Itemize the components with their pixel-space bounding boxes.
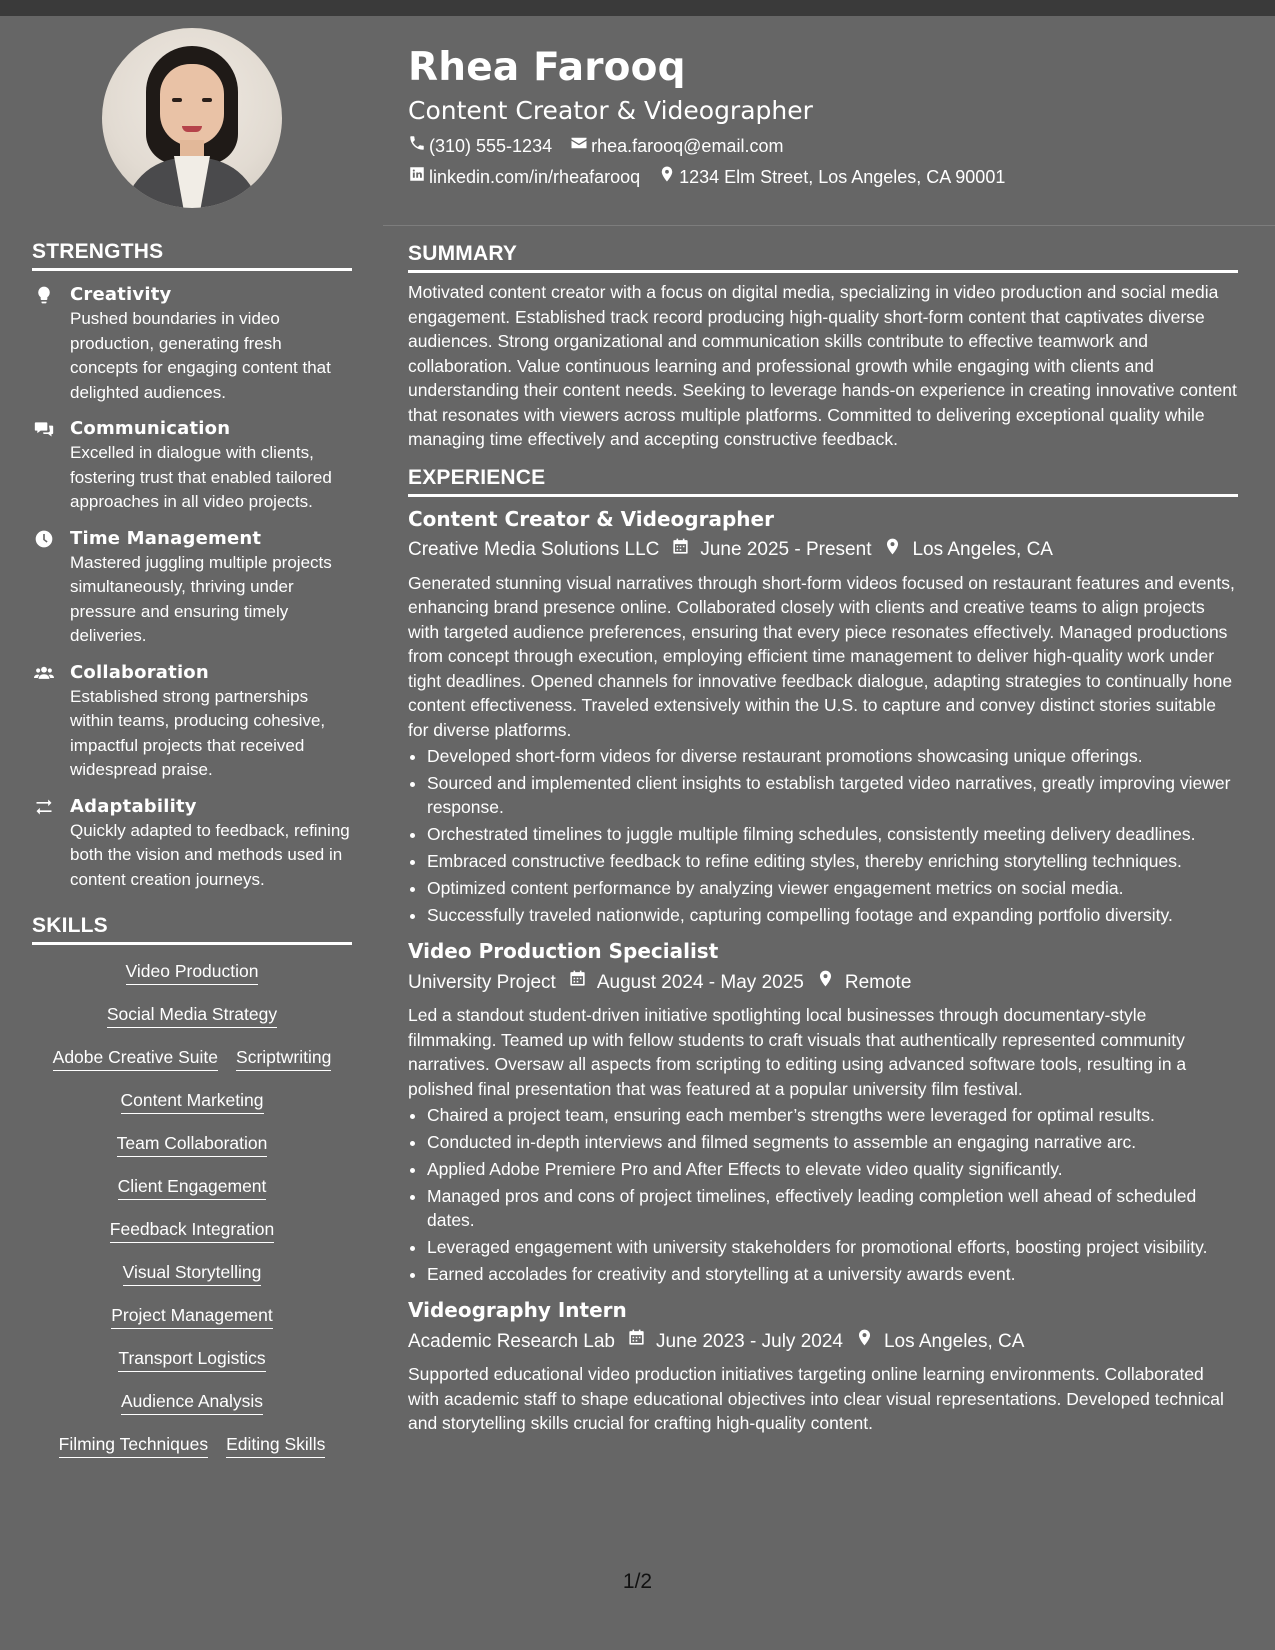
strength-name: Collaboration: [70, 661, 209, 683]
page-indicator: 1/2: [622, 1570, 653, 1593]
job-company: University Project: [408, 971, 556, 993]
bullet-item: • Sourced and implemented client insights to establish targeted video narratives, greatly improving viewer response.: [427, 771, 1238, 819]
bullet-item: • Developed short-form videos for diverse restaurant promotions showcasing unique offerings.: [427, 744, 1238, 768]
map-pin-icon: [855, 1328, 884, 1355]
bullet-item: • Optimized content performance by analyzing viewer engagement metrics on social media.: [427, 876, 1238, 900]
skill-tag: Client Engagement: [118, 1174, 267, 1200]
job-meta: [408, 969, 1238, 996]
chat-bubbles-icon: [34, 426, 54, 443]
job-company: Creative Media Solutions LLC: [408, 539, 660, 560]
skill-tag: Scriptwriting: [236, 1045, 331, 1071]
envelope-icon: [570, 134, 591, 158]
job-title: Content Creator & Videographer: [408, 506, 774, 531]
strength-desc: Mastered juggling multiple projects simultaneously, thriving under pressure and ensuring timely deliveries.: [70, 552, 332, 645]
summary-heading: SUMMARY: [408, 242, 1238, 273]
phone-icon: [408, 134, 429, 158]
job-location: Los Angeles, CA: [883, 1330, 1025, 1352]
skill-tag: Social Media Strategy: [107, 1002, 277, 1028]
strength-desc: Excelled in dialogue with clients, fostering trust that enabled tailored approaches in all video projects.: [70, 443, 332, 511]
bullet-item: • Chaired a project team, ensuring each member’s strengths were leveraged for optimal results.: [427, 1103, 1238, 1127]
strength-item: [32, 527, 352, 649]
email-link[interactable]: rhea.farooq@email.com: [591, 136, 784, 156]
job-dates: August 2024 - May 2025: [596, 971, 804, 993]
job-location: Los Angeles, CA: [912, 539, 1053, 560]
job-description: Generated stunning visual narratives through short-form videos focused on restaurant features and events, enhancing brand presence online. Collaborated closely with clients and creative teams to align projects with targeted audience preferences, ensuring that every piece resonates effectively. Managed productions from concept through execution, employing efficient time management to deliver high-quality work under tight deadlines. Opened channels for innovative feedback dialogue, adapting strategies to continually hone content effectiveness. Traveled extensively within the U.S. to capture and convey distinct stories suitable for diverse platforms.: [408, 572, 1235, 740]
resume-header: [408, 44, 1238, 189]
strength-name: Time Management: [70, 527, 262, 549]
person-role: Content Creator & Videographer: [408, 96, 813, 125]
linkedin-link[interactable]: linkedin.com/in/rheafarooq: [429, 167, 641, 187]
strength-item: [32, 283, 352, 405]
map-pin-icon: [816, 969, 845, 996]
phone-link[interactable]: (310) 555-1234: [429, 136, 553, 156]
job-title: Video Production Specialist: [408, 939, 719, 963]
strengths-heading: STRENGTHS: [32, 240, 352, 271]
users-icon: [34, 670, 54, 687]
summary-text: Motivated content creator with a focus on digital media, specializing in video production and social media engagement. Established track record producing high-quality short-form content that captivates diverse audiences. Strong organizational and communication skills contribute to effective teamwork and collaboration. Value continuous learning and professional growth while engaging with clients and understanding their content needs. Seeking to leverage hands-on experience in creating innovative content that resonates with viewers across multiple platforms. Committed to delivering exceptional quality while managing time effectively and accepting constructive feedback.: [408, 282, 1237, 449]
job-bullets: [427, 744, 1238, 927]
job-dates: June 2023 - July 2024: [656, 1330, 843, 1352]
job-description: Led a standout student-driven initiative spotlighting local businesses through documentary-style filmmaking. Teamed up with fellow students to craft visuals that authentically represented community narratives. Oversaw all aspects from scripting to editing using advanced software tools, resulting in a polished final presentation that was featured at a popular university film festival.: [408, 1005, 1187, 1099]
skill-tag: Feedback Integration: [110, 1217, 274, 1243]
job-title: Videography Intern: [408, 1298, 627, 1322]
strength-desc: Quickly adapted to feedback, refining both the vision and methods used in content creation journeys.: [70, 820, 350, 889]
bullet-item: • Embraced constructive feedback to refine editing styles, thereby enriching storytelling techniques.: [427, 849, 1238, 873]
profile-photo: [102, 28, 282, 208]
main-content: [408, 242, 1238, 1436]
skill-tag: Audience Analysis: [121, 1389, 263, 1415]
linkedin-icon: [408, 165, 429, 189]
skill-tag: Project Management: [111, 1303, 272, 1329]
calendar-icon: [568, 969, 597, 996]
skills-heading: SKILLS: [32, 914, 352, 945]
job-dates: June 2025 - Present: [700, 539, 872, 560]
sidebar: [32, 28, 352, 1458]
experience-heading: EXPERIENCE: [408, 466, 1238, 497]
skills-list: [32, 959, 352, 1458]
skill-tag: Adobe Creative Suite: [53, 1045, 218, 1071]
calendar-icon: [671, 537, 700, 564]
bullet-item: • Earned accolades for creativity and storytelling at a university awards event.: [427, 1262, 1238, 1286]
job-company: Academic Research Lab: [408, 1330, 615, 1352]
skill-tag: Content Marketing: [121, 1088, 264, 1114]
bullet-item: • Conducted in-depth interviews and filmed segments to assemble an engaging narrative arc.: [427, 1130, 1238, 1154]
job-description: Supported educational video production initiatives targeting online learning environments. Collaborated with academic staff to shape educational objectives into clear visual representations. Developed technical and storytelling skills crucial for crafting high-quality content.: [408, 1364, 1224, 1433]
calendar-icon: [627, 1328, 656, 1355]
person-name: Rhea Farooq: [408, 45, 686, 90]
skill-tag: Filming Techniques: [59, 1432, 208, 1458]
strength-item: [32, 795, 352, 893]
map-pin-icon: [658, 165, 679, 189]
strength-desc: Established strong partnerships within teams, producing cohesive, impactful projects that received widespread praise.: [70, 686, 326, 779]
strength-name: Communication: [70, 418, 231, 439]
skill-tag: Editing Skills: [226, 1432, 325, 1458]
job-bullets: [427, 1103, 1238, 1286]
bullet-item: • Orchestrated timelines to juggle multiple filming schedules, consistently meeting delivery deadlines.: [427, 822, 1238, 846]
skill-tag: Transport Logistics: [118, 1346, 265, 1372]
header-divider: [383, 225, 1275, 226]
strength-desc: Pushed boundaries in video production, generating fresh concepts for engaging content that delighted audiences.: [70, 309, 331, 402]
job-meta: [408, 537, 1238, 564]
job-location: Remote: [844, 971, 912, 993]
strength-item: [32, 661, 352, 783]
job-meta: [408, 1328, 1238, 1355]
strength-name: Adaptability: [70, 795, 197, 817]
skill-tag: Visual Storytelling: [123, 1260, 262, 1286]
contact-row: [408, 134, 1238, 158]
bullet-item: • Applied Adobe Premiere Pro and After Effects to elevate video quality significantly.: [427, 1157, 1238, 1181]
strength-name: Creativity: [70, 284, 172, 305]
swap-arrows-icon: [34, 804, 54, 821]
top-bar: [0, 0, 1275, 16]
bullet-item: • Successfully traveled nationwide, capturing compelling footage and expanding portfolio diversity.: [427, 903, 1238, 927]
address-text: 1234 Elm Street, Los Angeles, CA 90001: [679, 167, 1006, 187]
contact-row: [408, 165, 1238, 189]
bullet-item: • Managed pros and cons of project timelines, effectively leading completion well ahead of scheduled dates.: [427, 1184, 1238, 1232]
skill-tag: Team Collaboration: [117, 1131, 268, 1157]
strength-item: [32, 417, 352, 515]
clock-icon: [34, 536, 54, 553]
lightbulb-icon: [34, 292, 54, 309]
map-pin-icon: [883, 537, 912, 564]
skill-tag: Video Production: [126, 959, 259, 985]
bullet-item: • Leveraged engagement with university stakeholders for promotional efforts, boosting project visibility.: [427, 1235, 1238, 1259]
